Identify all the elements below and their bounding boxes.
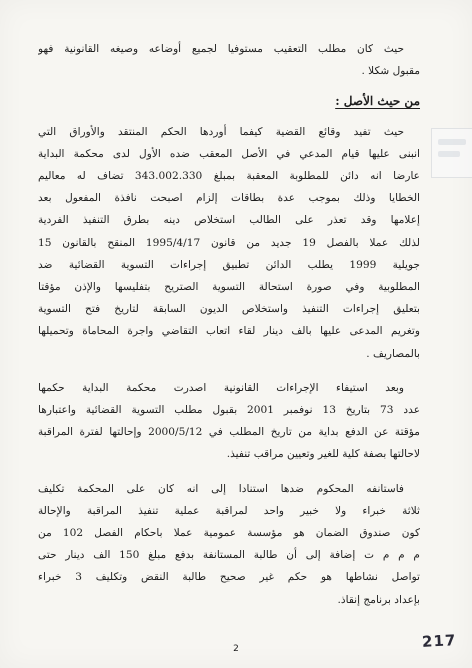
paragraph-admissibility xyxy=(38,38,420,82)
text-line: فاستانفه المحكوم ضدها استنادا إلى انه كان على المحكمة تكليف xyxy=(38,482,404,495)
text-line: لذلك عملا بالفصل 19 جديد من قانون 1995/4/17 المنقح بالقانون 15 xyxy=(38,236,420,249)
text-line: المطلوبية وفي صورة استحالة التسوية الصتريح بتفليسها والإذن مؤقتا xyxy=(38,281,420,294)
text-line: إعلامها وقد تعذر على الطالب استخلاص دينه بطرق التنفيذ الفردية xyxy=(38,214,420,227)
paragraph-appeal xyxy=(38,478,420,611)
text-line: لاحالتها بصفة كلية للغير وتعيين مراقب تنفيذ. xyxy=(226,448,420,461)
paragraph-first-instance xyxy=(38,377,420,466)
text-line: حيث كان مطلب التعقيب مستوفيا لجميع أوضاعه وصيغه القانونية فهو xyxy=(38,43,404,55)
text-line: بالمصاريف . xyxy=(366,347,420,360)
text-line: بتعليق إجراءات التنفيذ واستخلاص الديون السابقة لتاريخ فتح التسوية xyxy=(38,303,420,316)
faint-stamp xyxy=(431,128,472,178)
stamp-mark xyxy=(438,151,460,157)
text-line: انبنى عليها قيام المدعي في الأصل المعقب ضده الأول لدى محكمة البداية xyxy=(38,147,420,160)
handwritten-page-number: 217 xyxy=(421,631,457,651)
text-line: تواصل نشاطها هو حكم غير صحيح طالبة النقض وتكليف 3 خبراء xyxy=(38,571,420,584)
text-line: عدد 73 بتاريخ 13 نوفمبر 2001 بقبول مطلب التسوية القضائية واعتبارها xyxy=(38,404,420,417)
text-line: كون صندوق الضمان هو مؤسسة عمومية عملا باحكام الفصل 102 من xyxy=(38,527,420,540)
text-line: جويلية 1999 يطلب الدائن تطبيق إجراءات التسوية القضائية ضد xyxy=(38,258,420,271)
stamp-mark xyxy=(438,139,466,145)
text-line: حيث تفيد وقائع القضية كيفما أوردها الحكم المنتقد والأوراق التي xyxy=(38,125,404,138)
text-line: ثلاثة خبراء ولا خبير واحد لمراقبة عملية تنفيذ المراقبة والإحالة xyxy=(38,504,420,517)
page-number: 2 xyxy=(233,644,239,654)
text-line: الخطايا وذلك بموجب عدة بطاقات إلزام اصبحت نافذة المفعول بعد xyxy=(38,192,420,205)
section-heading: من حيث الأصل : xyxy=(335,94,420,109)
paragraph-facts xyxy=(38,121,420,365)
document-body xyxy=(38,38,420,611)
text-line: م م م ت إضافة إلى أن طالبة المستانفة بدفع مبلغ 150 الف دينار حتى xyxy=(38,549,420,562)
text-line: وبعد استيفاء الإجراءات القانونية اصدرت محكمة البداية حكمها xyxy=(38,381,404,394)
text-line: بإعداد برنامج إنقاذ. xyxy=(337,593,420,606)
text-line: وتغريم المدعى عليها بالف دينار لقاء اتعاب التقاضي واجرة المحاماة وتحميلها xyxy=(38,325,420,338)
text-line: عارضا انه دائن للمطلوبة المعقبة بمبلغ 343.002.330 تضاف له معاليم xyxy=(38,170,420,183)
text-line: مؤقتة عن الدفع بداية من تاريخ المطلب في 2000/5/12 وإحالتها لفترة المراقبة xyxy=(38,426,420,439)
text-line: مقبول شكلا . xyxy=(361,65,420,78)
